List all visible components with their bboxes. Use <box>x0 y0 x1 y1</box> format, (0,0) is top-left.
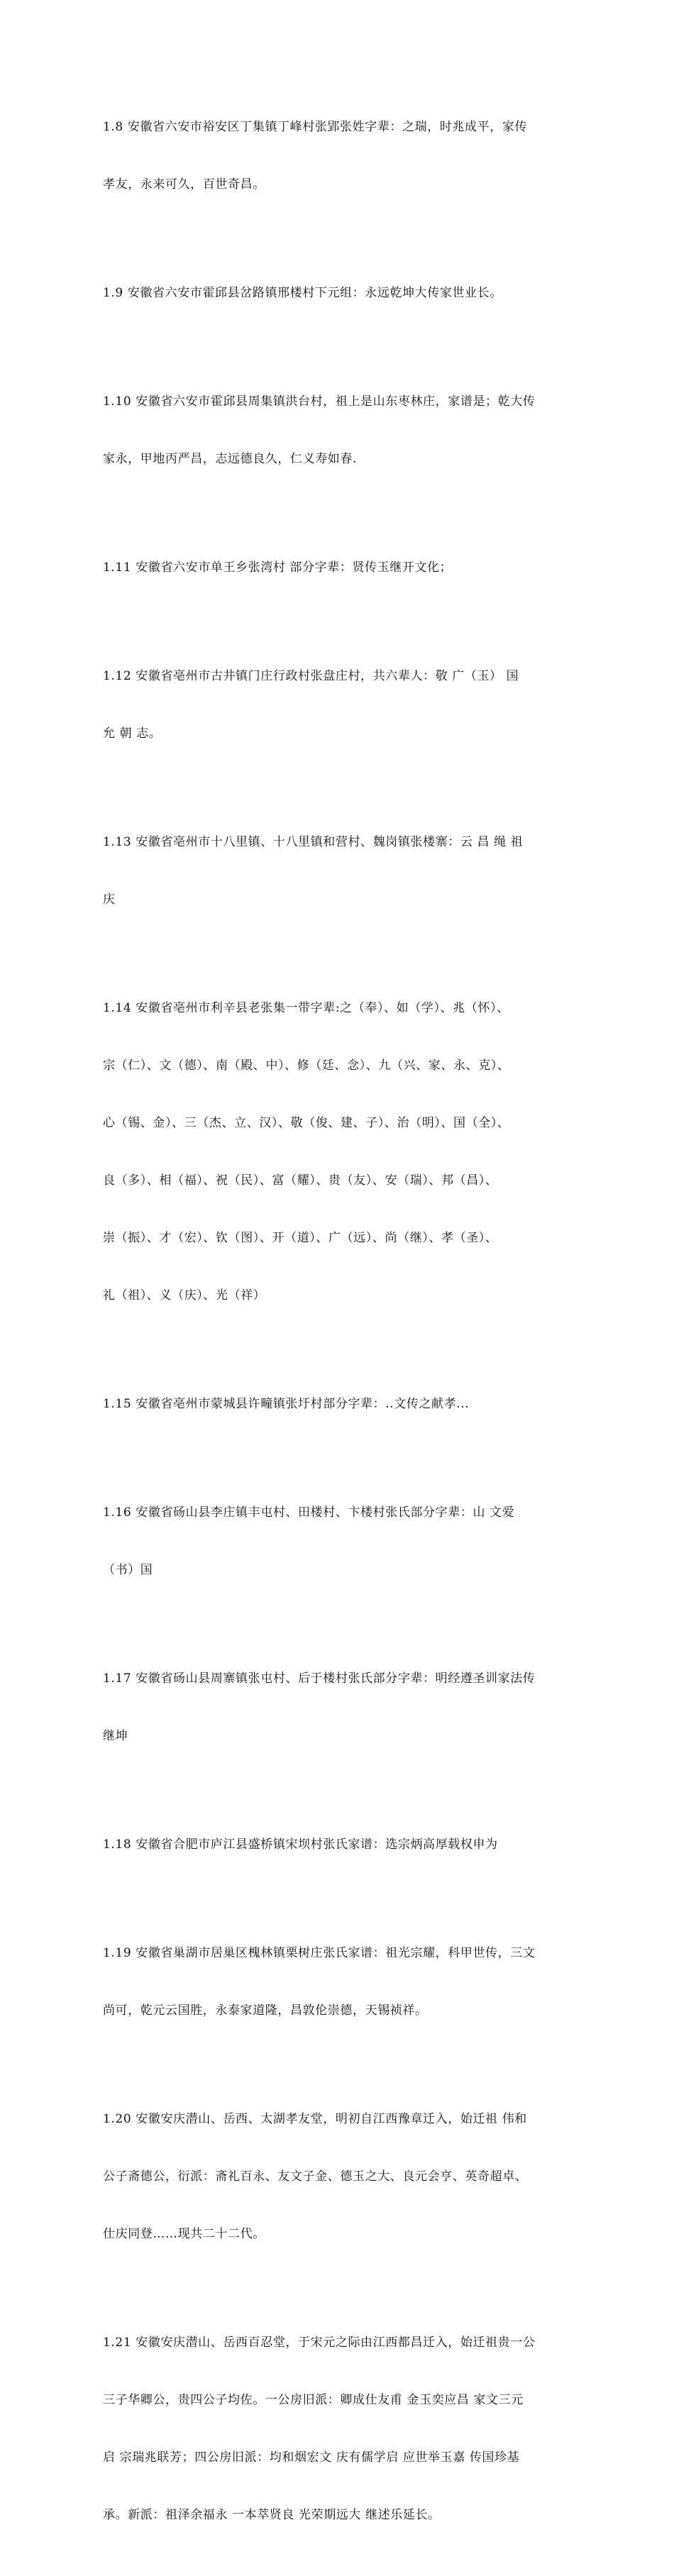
paragraph-1-8 <box>103 79 582 233</box>
text-line: 仕庆同登……现共二十二代。 <box>103 2227 265 2241</box>
paragraph-1-12 <box>103 629 582 782</box>
paragraph-1-13 <box>103 795 582 948</box>
text-line: 尚可，乾元云国胜，永泰家道隆，昌敦伦崇德，天锡祯祥。 <box>103 2003 428 2018</box>
text-line: 允 朝 志。 <box>103 726 162 741</box>
paragraph-1-10 <box>103 354 582 507</box>
text-line: 1.12 安徽省亳州市古井镇门庄行政村张盘庄村，共六辈人：敬 广（玉） 国 <box>103 669 519 683</box>
text-line: 继坤 <box>103 1729 128 1743</box>
paragraph-1-20 <box>103 2072 582 2282</box>
text-line: 1.20 安徽安庆潜山、岳西、太湖孝友堂，明初自江西豫章迁入，始迁祖 伟和 <box>103 2112 527 2126</box>
document-body <box>103 79 582 2576</box>
paragraph-1-16 <box>103 1465 582 1618</box>
text-line: 1.19 安徽省巢湖市居巢区槐林镇栗树庄张氏家谱：祖光宗耀，科甲世传，三文 <box>103 1946 536 1960</box>
paragraph-1-14 <box>103 961 582 1344</box>
paragraph-1-21 <box>103 2295 582 2563</box>
text-line: 孝友，永来可久，百世奇昌。 <box>103 177 265 192</box>
text-line: 1.9 安徽省六安市霍邱县岔路镇邢楼村下元组：永远乾坤大传家世业长。 <box>103 286 502 300</box>
text-line: 1.16 安徽省砀山县李庄镇丰屯村、田楼村、卞楼村张氏部分字辈：山 文爱 <box>103 1505 515 1520</box>
text-line: 良（多）、相（福）、祝（民）、富（耀）、贵（友）、安（瑞）、邦（昌）、 <box>103 1173 498 1188</box>
text-line: 宗（仁）、文（德）、南（殿、中）、修（廷、念）、九（兴、家、永、克）、 <box>103 1058 510 1073</box>
text-line: 心（锡、金）、三（杰、立、汉）、敬（俊、建、子）、治（明）、国（全）、 <box>103 1116 510 1130</box>
text-line: 崇（振）、才（宏）、钦（图）、开（道）、广（远）、尚（继）、孝（圣）、 <box>103 1231 498 1245</box>
text-line: 1.15 安徽省亳州市蒙城县许疃镇张圩村部分字辈：..文传之献孝... <box>103 1397 470 1411</box>
text-line: 公子斋德公，衍派：斋礼百永、友文子金、德玉之大、良元会亨、英奇超卓、 <box>103 2169 528 2184</box>
text-line: 启 宗瑞兆联芳；四公房旧派：均和烟宏文 庆有儒学启 应世举玉嘉 传国珍基 <box>103 2450 520 2465</box>
paragraph-1-11 <box>103 520 582 616</box>
paragraph-1-17 <box>103 1631 582 1784</box>
text-line: 承。新派：祖泽余福永 一本萃贤良 光荣期远大 继述乐延长。 <box>103 2508 441 2522</box>
text-line: 庆 <box>103 892 116 907</box>
text-line: 1.13 安徽省亳州市十八里镇、十八里镇和营村、魏岗镇张楼寨：云 昌 绳 祖 <box>103 835 524 849</box>
text-line: 三子华卿公，贵四公子均佐。一公房旧派：卿成仕友甫 金玉奕应昌 家文三元 <box>103 2393 524 2407</box>
text-line: 1.11 安徽省六安市单王乡张湾村 部分字辈：贤传玉继开文化； <box>103 560 453 575</box>
text-line: 1.10 安徽省六安市霍邱县周集镇洪台村，祖上是山东枣林庄，家谱是；乾大传 <box>103 394 536 409</box>
text-line: 家永，甲地丙严昌，志远德良久，仁义寿如春. <box>103 452 358 466</box>
paragraph-1-15 <box>103 1356 582 1452</box>
text-line: 礼（祖）、义（庆）、光（祥） <box>103 1288 266 1303</box>
text-line: 1.17 安徽省砀山县周寨镇张屯村、后于楼村张氏部分字辈：明经遵圣训家法传 <box>103 1671 536 1686</box>
text-line: 1.14 安徽省亳州市利辛县老张集一带字辈:之（奉）、如（学）、兆（怀）、 <box>103 1001 509 1015</box>
paragraph-1-18 <box>103 1797 582 1893</box>
text-line: 1.18 安徽省合肥市庐江县盛桥镇宋坝村张氏家谱：选宗炳高厚载权申为 <box>103 1837 498 1852</box>
paragraph-1-19 <box>103 1906 582 2059</box>
paragraph-1-9 <box>103 245 582 341</box>
text-line: 1.8 安徽省六安市裕安区丁集镇丁峰村张郢张姓字辈：之瑞，时兆成平，家传 <box>103 120 528 134</box>
text-line: 1.21 安徽安庆潜山、岳西百忍堂，于宋元之际由江西都昌迁入，始迁祖贵一公 <box>103 2335 536 2350</box>
text-line: （书）国 <box>103 1563 153 1577</box>
